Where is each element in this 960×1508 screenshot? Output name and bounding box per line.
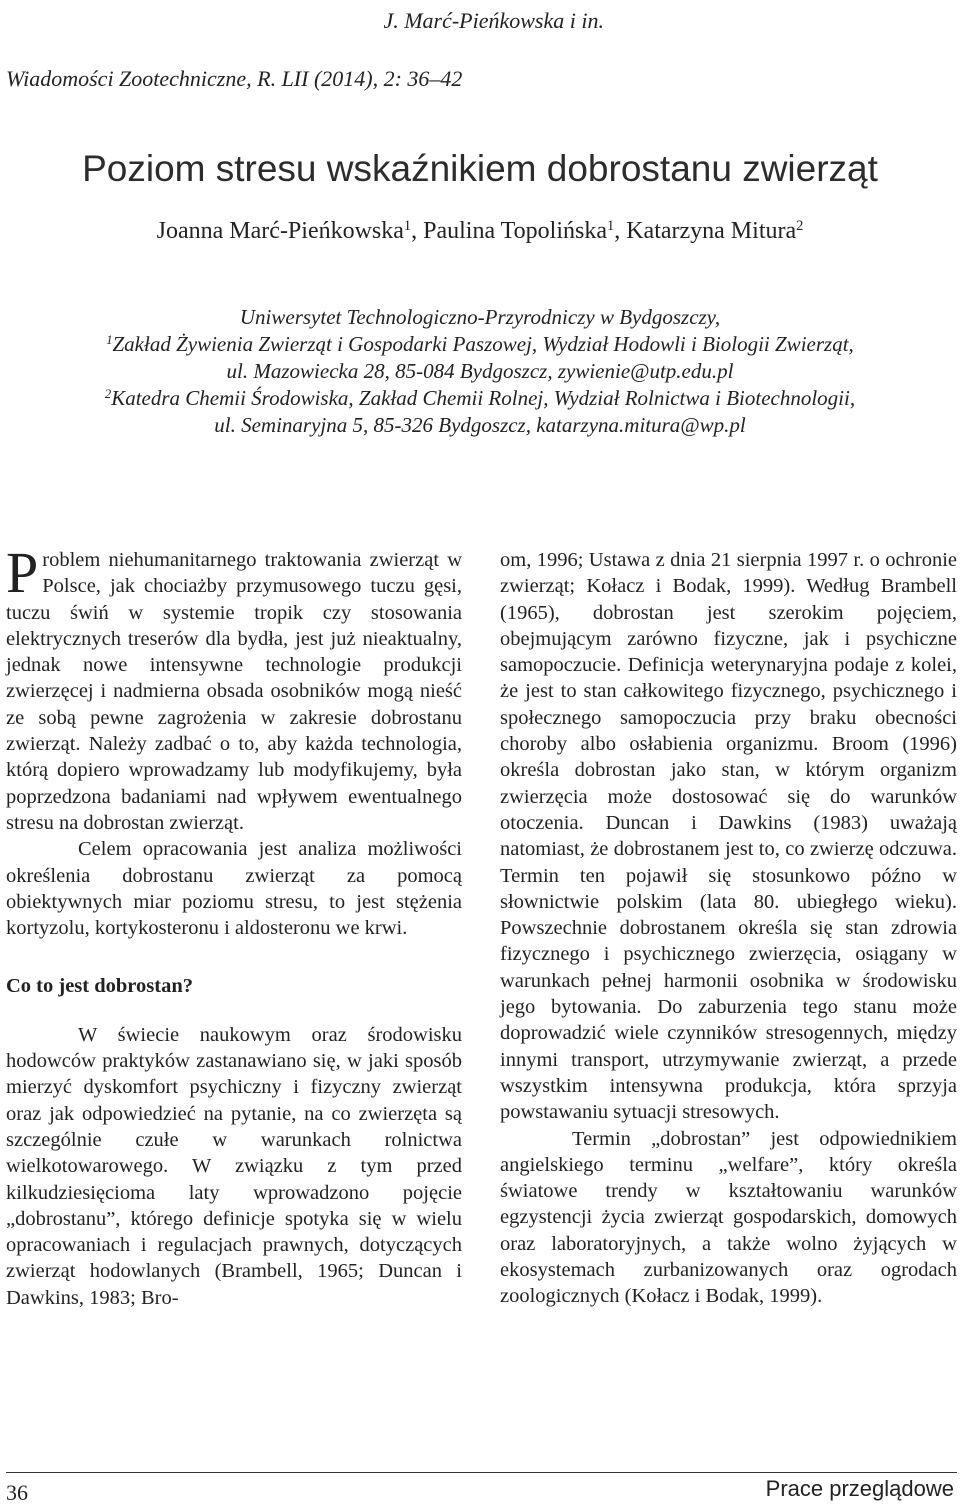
- drop-cap: P: [6, 540, 39, 605]
- affiliation-university: Uniwersytet Technologiczno-Przyrodniczy w Bydgoszczy,: [239, 305, 721, 329]
- article-title: Poziom stresu wskaźnikiem dobrostanu zwierząt: [82, 148, 878, 189]
- affiliation-2: $^2$Katedra Chemii Środowiska, Zakład Chemii Rolnej, Wydział Rolnictwa i Biotechnologii,: [104, 386, 856, 410]
- paragraph-definition-cont: om, 1996; Ustawa z dnia 21 sierpnia 1997 r. o ochronie zwierząt; Kołacz i Bodak, 1999). Według Brambell (1965), dobrostan jest szerokim pojęciem, obejmującym zarówno fizyczne, jak i psychiczne samopoczucie. Definicja weterynaryjna podaje z kolei, że jest to stan całkowitego fizycznego, psychicznego i społecznego samopoczucia przy braku obecności choroby albo osłabienia organizmu. Broom (1996) określa dobrostan jako stan, w którym organizm zwierzęcia może dostosować się do warunków otoczenia. Duncan i Dawkins (1983) uważają natomiast, że dobrostanem jest to, co zwierzę odczuwa. Termin ten pojawił się stosunkowo późno w słownictwie polskim (lata 80. ubiegłego wieku). Powszechnie dobrostanem określa się stan zdrowia fizycznego i psychicznego zwierzęcia, osiągany w warunkach pełnej harmonii osobnika w środowisku jego bytowania. Do zaburzenia tego stanu może doprowadzić wiele czynników stresogennych, między innymi transport, utrzymywanie zwierząt, a przede wszystkim intensywna produkcja, która sprzyja powstawaniu sytuacji stresowych.: [500, 549, 957, 1124]
- affiliation-marker: 1: [106, 333, 113, 348]
- left-column: [6, 540, 462, 1311]
- affiliation-1: $^1$Zakład Żywienia Zwierząt i Gospodarki Paszowej, Wydział Hodowli i Biologii Zwierząt,: [106, 332, 854, 356]
- author-list: Joanna Marć-Pieńkowska$^1$, Paulina Topolińska$^1$, Katarzyna Mitura$^2$: [156, 218, 804, 244]
- affiliation-1-address: ul. Mazowiecka 28, 85-084 Bydgoszcz, zywienie@utp.edu.pl: [226, 359, 734, 383]
- author-affiliation-marker: 2: [796, 218, 804, 235]
- running-header-authors: J. Marć-Pieńkowska i in.: [383, 8, 604, 33]
- paragraph-aim: Celem opracowania jest analiza możliwości określenia dobrostanu zwierząt za pomocą obiektywnych miar poziomu stresu, to jest stężenia kortyzolu, kortykosteronu i aldosteronu we krwi.: [6, 838, 462, 940]
- email-link[interactable]: katarzyna.mitura@wp.pl: [536, 413, 746, 437]
- section-label: Prace przeglądowe: [765, 1476, 954, 1501]
- email-link[interactable]: zywienie@utp.edu.pl: [557, 359, 734, 383]
- affiliation-marker: 2: [104, 387, 112, 402]
- page-number: 36: [6, 1480, 28, 1505]
- right-column: [500, 547, 957, 1310]
- affiliations: [0, 304, 960, 439]
- author-affiliation-marker: 1: [403, 218, 412, 235]
- section-heading: Co to jest dobrostan?: [6, 975, 193, 998]
- journal-citation: Wiadomości Zootechniczne, R. LII (2014), 2: 36–42: [6, 66, 463, 91]
- footer-divider: [6, 1472, 957, 1473]
- author-name: Katarzyna Mitura: [626, 218, 797, 244]
- paragraph-definition: W świecie naukowym oraz środowisku hodowców praktyków zastanawiano się, w jaki sposób mierzyć dyskomfort psychiczny i fizyczny zwierząt oraz jak odpowiedzieć na pytanie, na co zwierzęta są szczególnie czułe w warunkach rolnictwa wielkotowarowego. W związku z tym przed kilkudziesięcioma laty wprowadzono pojęcie „dobrostanu”, którego definicje spotyka się w wielu opracowaniach i regulacjach prawnych, dotyczących zwierząt hodowlanych (Brambell, 1965; Duncan i Dawkins, 1983; Bro-: [6, 1023, 462, 1309]
- author-name: Paulina Topolińska: [423, 218, 607, 244]
- author-affiliation-marker: 1: [607, 218, 615, 235]
- paragraph-welfare-term: Termin „dobrostan” jest odpowiednikiem angielskiego terminu „welfare”, który określa światowe trendy w kształtowaniu warunków egzystencji życia zwierząt gospodarskich, domowych oraz laboratoryjnych, a także wolno żyjących w ekosystemach zurbanizowanych oraz ogrodach zoologicznych (Kołacz i Bodak, 1999).: [500, 1127, 957, 1308]
- paragraph-intro: Problem niehumanitarnego traktowania zwierząt w Polsce, jak chociażby przymusowego tuczu gęsi, tuczu świń w systemie tropik czy stosowania elektrycznych treserów dla bydła, jest już nieaktualny, jednak nowe intensywne technologie produkcji zwierzęcej i nadmierna obsada osobników mogą nieść ze sobą pewne zagrożenia w zakresie dobrostanu zwierząt. Należy zadbać o to, aby każda technologia, którą dopiero wprowadzamy lub modyfikujemy, była poprzedzona badaniami nad wpływem ewentualnego stresu na dobrostan zwierząt.: [6, 540, 462, 834]
- author-name: Joanna Marć-Pieńkowska: [156, 218, 404, 244]
- affiliation-2-address: ul. Seminaryjna 5, 85-326 Bydgoszcz, katarzyna.mitura@wp.pl: [214, 413, 746, 437]
